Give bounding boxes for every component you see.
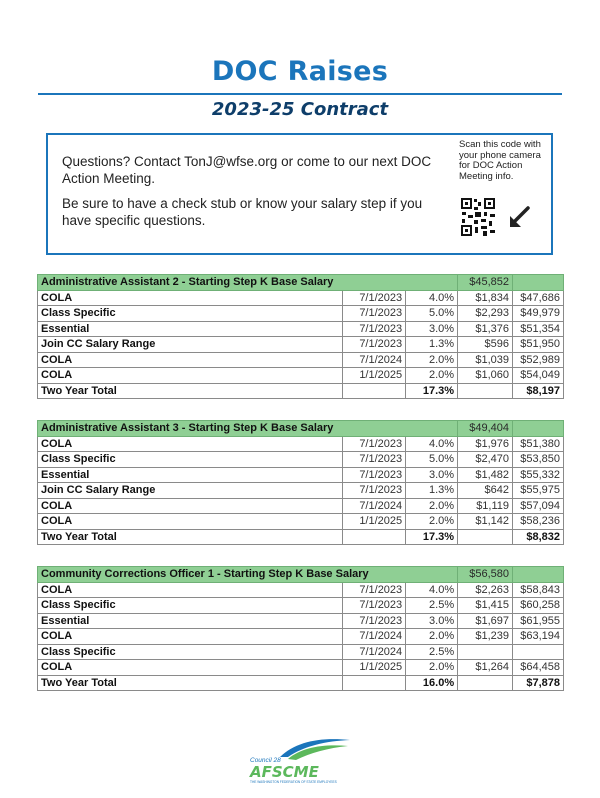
new-salary: $64,458 <box>513 660 564 676</box>
raise-percent: 1.3% <box>406 483 458 499</box>
raise-amount: $2,470 <box>458 452 513 468</box>
new-salary: $49,979 <box>513 306 564 322</box>
effective-date: 7/1/2023 <box>343 452 406 468</box>
table-header-label: Administrative Assistant 3 - Starting Step K Base Salary <box>38 421 458 437</box>
table-header-row <box>38 275 564 291</box>
table-header-label: Administrative Assistant 2 - Starting Step K Base Salary <box>38 275 458 291</box>
effective-date: 7/1/2024 <box>343 352 406 368</box>
total-percent: 17.3% <box>406 383 458 399</box>
raise-type: COLA <box>38 514 343 530</box>
raise-amount: $642 <box>458 483 513 499</box>
salary-note: Be sure to have a check stub or know your salary step if you have specific questions. <box>62 196 423 228</box>
raise-percent: 2.0% <box>406 629 458 645</box>
total-label: Two Year Total <box>38 675 343 691</box>
effective-date: 1/1/2025 <box>343 368 406 384</box>
effective-date: 7/1/2023 <box>343 483 406 499</box>
effective-date: 7/1/2023 <box>343 598 406 614</box>
logo-tagline: THE WASHINGTON FEDERATION OF STATE EMPLOYEES <box>250 780 337 784</box>
raise-percent: 2.5% <box>406 598 458 614</box>
table-header-row <box>38 567 564 583</box>
raise-amount: $1,834 <box>458 290 513 306</box>
page-subtitle: 2023-25 Contract <box>211 99 389 120</box>
raise-type: COLA <box>38 660 343 676</box>
raise-percent: 3.0% <box>406 321 458 337</box>
table-row <box>38 644 564 660</box>
base-salary: $56,580 <box>458 567 513 583</box>
effective-date: 7/1/2023 <box>343 321 406 337</box>
raise-type: COLA <box>38 498 343 514</box>
raise-percent: 2.0% <box>406 660 458 676</box>
table-row <box>38 452 564 468</box>
table-row <box>38 368 564 384</box>
total-blank <box>458 529 513 545</box>
table-row <box>38 290 564 306</box>
raise-amount: $1,060 <box>458 368 513 384</box>
table-row <box>38 467 564 483</box>
title-divider <box>38 93 562 95</box>
raise-amount: $1,239 <box>458 629 513 645</box>
salary-table <box>37 420 564 545</box>
total-amount: $8,832 <box>513 529 564 545</box>
raise-type: Essential <box>38 321 343 337</box>
raise-type: COLA <box>38 352 343 368</box>
header-blank <box>513 567 564 583</box>
raise-type: COLA <box>38 368 343 384</box>
logo-name: AFSCME <box>250 763 319 781</box>
page-title: DOC Raises <box>211 56 389 87</box>
total-label: Two Year Total <box>38 529 343 545</box>
raise-percent: 4.0% <box>406 582 458 598</box>
raise-type: COLA <box>38 436 343 452</box>
new-salary: $55,975 <box>513 483 564 499</box>
total-blank <box>343 383 406 399</box>
raise-percent: 1.3% <box>406 337 458 353</box>
raise-percent: 3.0% <box>406 613 458 629</box>
table-row <box>38 321 564 337</box>
effective-date: 7/1/2024 <box>343 498 406 514</box>
raise-percent: 4.0% <box>406 436 458 452</box>
table-row <box>38 436 564 452</box>
scan-instructions: Scan this code with your phone camera for DOC Action Meeting info. <box>459 139 541 182</box>
raise-percent: 2.0% <box>406 514 458 530</box>
new-salary <box>513 644 564 660</box>
total-label: Two Year Total <box>38 383 343 399</box>
effective-date: 1/1/2025 <box>343 660 406 676</box>
effective-date: 7/1/2023 <box>343 290 406 306</box>
raise-amount: $1,142 <box>458 514 513 530</box>
table-row <box>38 598 564 614</box>
new-salary: $60,258 <box>513 598 564 614</box>
effective-date: 7/1/2023 <box>343 337 406 353</box>
total-amount: $7,878 <box>513 675 564 691</box>
afscme-logo <box>248 735 352 785</box>
salary-table <box>37 274 564 399</box>
salary-table <box>37 566 564 691</box>
raise-percent: 5.0% <box>406 452 458 468</box>
contact-text <box>62 153 452 237</box>
raise-type: Essential <box>38 613 343 629</box>
table-row <box>38 629 564 645</box>
base-salary: $49,404 <box>458 421 513 437</box>
new-salary: $55,332 <box>513 467 564 483</box>
raise-type: COLA <box>38 290 343 306</box>
raise-type: Join CC Salary Range <box>38 337 343 353</box>
table-row <box>38 660 564 676</box>
total-percent: 16.0% <box>406 675 458 691</box>
effective-date: 7/1/2023 <box>343 436 406 452</box>
raise-amount: $1,376 <box>458 321 513 337</box>
raise-percent: 2.0% <box>406 352 458 368</box>
effective-date: 7/1/2023 <box>343 306 406 322</box>
effective-date: 7/1/2023 <box>343 467 406 483</box>
new-salary: $63,194 <box>513 629 564 645</box>
arrow-down-left-icon <box>506 205 532 231</box>
raise-amount: $2,293 <box>458 306 513 322</box>
base-salary: $45,852 <box>458 275 513 291</box>
raise-type: COLA <box>38 629 343 645</box>
raise-amount <box>458 644 513 660</box>
effective-date: 7/1/2024 <box>343 629 406 645</box>
new-salary: $58,843 <box>513 582 564 598</box>
logo-council: Council 28 <box>250 757 281 764</box>
total-row <box>38 675 564 691</box>
total-blank <box>458 675 513 691</box>
raise-type: Essential <box>38 467 343 483</box>
table-row <box>38 613 564 629</box>
contact-line: Questions? Contact TonJ@wfse.org or come to our next DOC Action Meeting. <box>62 154 432 186</box>
table-row <box>38 483 564 499</box>
total-row <box>38 383 564 399</box>
total-blank <box>343 675 406 691</box>
new-salary: $52,989 <box>513 352 564 368</box>
new-salary: $51,354 <box>513 321 564 337</box>
raise-amount: $1,976 <box>458 436 513 452</box>
total-amount: $8,197 <box>513 383 564 399</box>
raise-type: Join CC Salary Range <box>38 483 343 499</box>
raise-type: Class Specific <box>38 306 343 322</box>
effective-date: 7/1/2023 <box>343 613 406 629</box>
table-row <box>38 498 564 514</box>
header-blank <box>513 275 564 291</box>
raise-percent: 2.0% <box>406 368 458 384</box>
new-salary: $54,049 <box>513 368 564 384</box>
new-salary: $61,955 <box>513 613 564 629</box>
new-salary: $47,686 <box>513 290 564 306</box>
effective-date: 1/1/2025 <box>343 514 406 530</box>
table-row <box>38 352 564 368</box>
raise-amount: $1,039 <box>458 352 513 368</box>
total-blank <box>458 383 513 399</box>
total-blank <box>343 529 406 545</box>
raise-percent: 5.0% <box>406 306 458 322</box>
table-row <box>38 306 564 322</box>
new-salary: $51,950 <box>513 337 564 353</box>
table-row <box>38 337 564 353</box>
new-salary: $53,850 <box>513 452 564 468</box>
table-row <box>38 582 564 598</box>
raise-percent: 3.0% <box>406 467 458 483</box>
raise-amount: $596 <box>458 337 513 353</box>
new-salary: $51,380 <box>513 436 564 452</box>
new-salary: $57,094 <box>513 498 564 514</box>
effective-date: 7/1/2024 <box>343 644 406 660</box>
total-row <box>38 529 564 545</box>
raise-percent: 2.5% <box>406 644 458 660</box>
raise-amount: $1,697 <box>458 613 513 629</box>
raise-amount: $1,119 <box>458 498 513 514</box>
raise-type: Class Specific <box>38 598 343 614</box>
qr-code-icon[interactable] <box>460 197 496 237</box>
header-blank <box>513 421 564 437</box>
table-header-label: Community Corrections Officer 1 - Starting Step K Base Salary <box>38 567 458 583</box>
raise-amount: $1,415 <box>458 598 513 614</box>
raise-type: Class Specific <box>38 452 343 468</box>
raise-amount: $1,482 <box>458 467 513 483</box>
raise-amount: $2,263 <box>458 582 513 598</box>
total-percent: 17.3% <box>406 529 458 545</box>
raise-amount: $1,264 <box>458 660 513 676</box>
effective-date: 7/1/2023 <box>343 582 406 598</box>
raise-percent: 4.0% <box>406 290 458 306</box>
raise-percent: 2.0% <box>406 498 458 514</box>
contact-info-box <box>46 133 553 255</box>
raise-type: COLA <box>38 582 343 598</box>
raise-type: Class Specific <box>38 644 343 660</box>
new-salary: $58,236 <box>513 514 564 530</box>
table-header-row <box>38 421 564 437</box>
table-row <box>38 514 564 530</box>
